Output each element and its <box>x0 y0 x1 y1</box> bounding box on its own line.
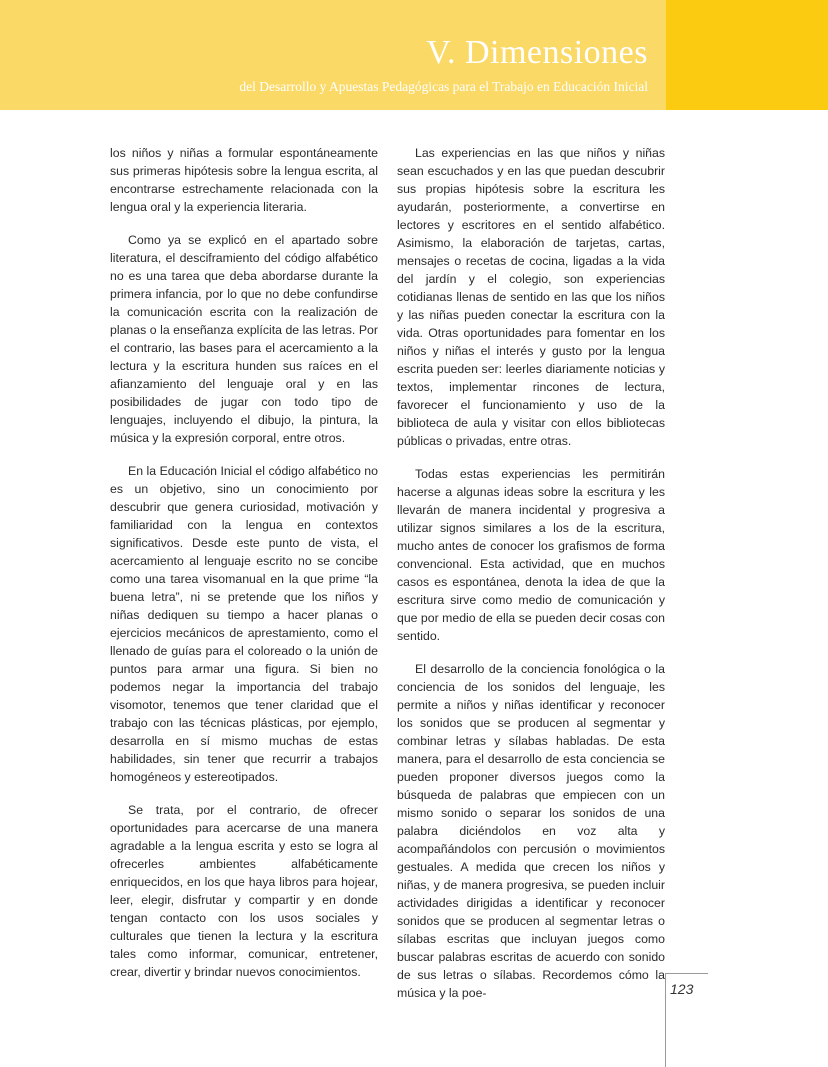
header-accent-block <box>666 0 828 110</box>
paragraph: Como ya se explicó en el apartado sobre literatura, el desciframiento del código alfabético no es una tarea que deba abordarse durante la primera infancia, por lo que no debe confundirse la comunicación escrita con la realización de planas o la enseñanza explícita de las letras. Por el contrario, las bases para el acercamiento a la lectura y la escritura hunden sus raíces en el afianzamiento del lenguaje oral y en las posibilidades de jugar con todo tipo de lenguajes, incluyendo el dibujo, la pintura, la música y la expresión corporal, entre otros. <box>110 233 378 445</box>
page-number-rule-vertical <box>665 973 666 1067</box>
page-number: 123 <box>670 981 694 997</box>
paragraph: En la Educación Inicial el código alfabético no es un objetivo, sino un conocimiento por descubrir que genera curiosidad, motivación y familiaridad con la lengua en contextos significativos. Desde este punto de vista, el acercamiento al lenguaje escrito no se concibe como una tarea visomanual en la que prime “la buena letra”, ni se pretende que los niños y niñas dediquen su tiempo a hacer planas o ejercicios mecánicos de aprestamiento, como el llenado de guías para el coloreado o la unión de puntos para armar una figura. Si bien no podemos negar la importancia del trabajo visomotor, tenemos que tener claridad que el trabajo con las técnicas plásticas, por ejemplo, desarrolla en sí mismo muchas de estas habilidades, sin tener que recurrir a trabajos homogéneos y estereotipados. <box>110 464 378 784</box>
left-column <box>110 144 378 996</box>
paragraph: los niños y niñas a formular espontáneamente sus primeras hipótesis sobre la lengua escrita, al encontrarse estrechamente relacionada con la lengua oral y la experiencia literaria. <box>110 146 378 214</box>
paragraph: Se trata, por el contrario, de ofrecer oportunidades para acercarse de una manera agradable a la lengua escrita y esto se logra al ofrecerles ambientes alfabéticamente enriquecidos, en los que haya libros para hojear, leer, elegir, disfrutar y compartir y en donde tengan contacto con los usos sociales y culturales que tienen la lectura y la escritura tales como informar, comunicar, entretener, crear, divertir y brindar nuevos conocimientos. <box>110 803 378 979</box>
page-subtitle: del Desarrollo y Apuestas Pedagógicas para el Trabajo en Educación Inicial <box>239 79 648 94</box>
paragraph: Las experiencias en las que niños y niñas sean escuchados y en las que puedan descubrir sus propias hipótesis sobre la escritura les ayudarán, posteriormente, a convertirse en lectores y escritores en el sentido alfabético. Asimismo, la elaboración de tarjetas, cartas, mensajes o recetas de cocina, ligadas a la vida del jardín y el colegio, son experiencias cotidianas llenas de sentido en las que los niños y las niñas pueden conectar la escritura con la vida. Otras oportunidades para fomentar en los niños y niñas el interés y gusto por la lengua escrita pueden ser: leerles diariamente noticias y textos, implementar rincones de lectura, favorecer el funcionamiento y uso de la biblioteca de aula y visitar con ellos bibliotecas públicas o privadas, entre otras. <box>397 146 665 448</box>
page-title: V. Dimensiones <box>426 34 648 71</box>
paragraph: El desarrollo de la conciencia fonológica o la conciencia de los sonidos del lenguaje, les permite a niños y niñas identificar y reconocer los sonidos que se producen al segmentar y combinar letras y sílabas habladas. De esta manera, para el desarrollo de esta conciencia se pueden proponer diversos juegos como la búsqueda de palabras que empiecen con un mismo sonido o separar los sonidos de una palabra diciéndolos en voz alta y acompañándolos con percusión o movimientos gestuales. A medida que crecen los niños y niñas, y de manera progresiva, se pueden incluir actividades dirigidas a identificar y reconocer sonidos que se producen al segmentar letras o sílabas escritas que incluyan juegos como buscar palabras escritas de acuerdo con sonido de sus letras o sílabas. Recordemos cómo la música y la poe- <box>397 662 665 1000</box>
paragraph: Todas estas experiencias les permitirán hacerse a algunas ideas sobre la escritura y les llevarán de manera incidental y progresiva a utilizar signos similares a los de la escritura, mucho antes de conocer los grafismos de forma convencional. Esta actividad, que en muchos casos es espontánea, denota la idea de que la escritura sirve como medio de comunicación y que por medio de ella se pueden decir cosas con sentido. <box>397 467 665 643</box>
right-column <box>397 144 665 1017</box>
page-number-rule-horizontal <box>666 973 708 974</box>
